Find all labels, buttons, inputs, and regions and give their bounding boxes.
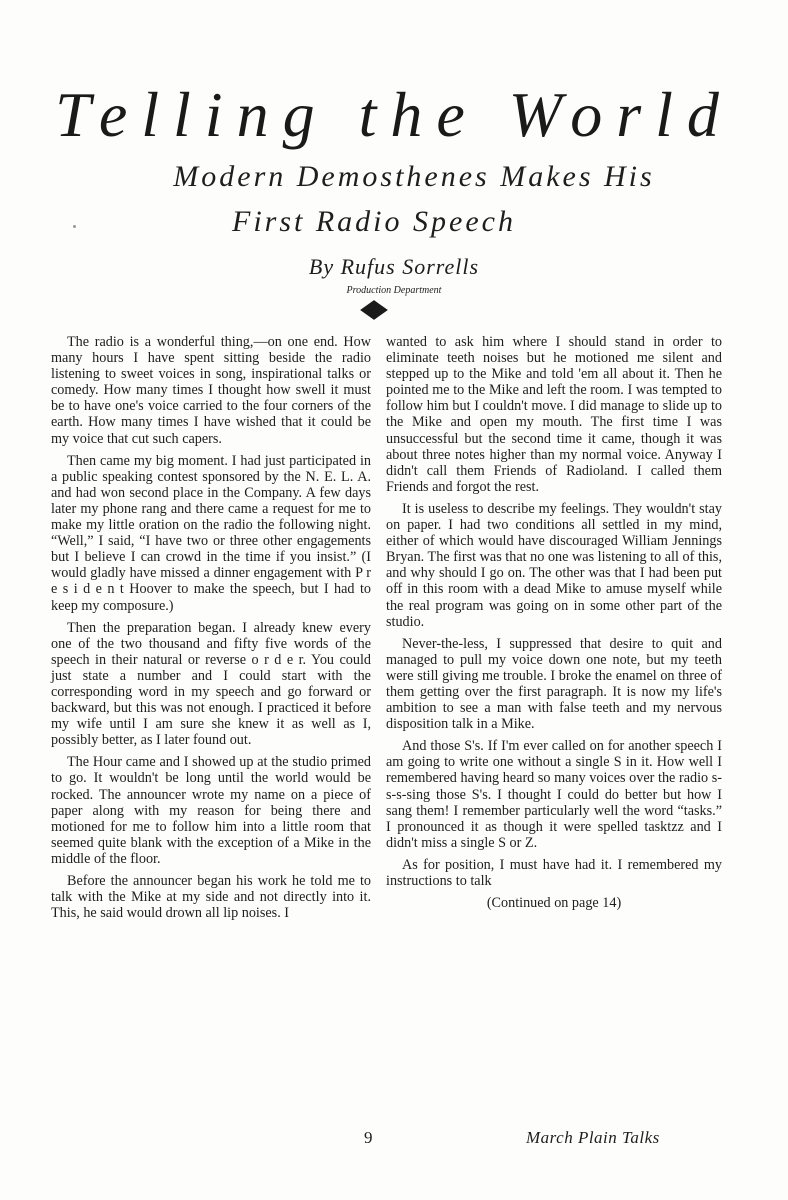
paragraph: And those S's. If I'm ever called on for another speech I am going to write one without a single S in it. How well I remembered having heard so many voices over the radio s-s-s-sing those S's. I thought I could do better but how I sang them! I remember particularly well the word “tasks.” I pronounced it as though it were spelled tasktzz and I didn't miss a single S or Z. [386, 738, 722, 851]
article-title: Telling the World [55, 79, 733, 150]
right-column [386, 334, 722, 917]
paragraph: wanted to ask him where I should stand in order to eliminate teeth noises but he motioned me silent and stepped up to the Mike and told 'em all about it. Then he pointed me to the Mike and left the room. I was tempted to follow him but I couldn't move. I did manage to slide up to the Mike and open my mouth. The first time I was unsuccessful but the second time it came, though it was about three notes higher than my normal voice. Anyway I didn't call them Friends of Radioland. I called them Friends and forgot the rest. [386, 334, 722, 495]
paragraph: Never-the-less, I suppressed that desire to quit and managed to pull my voice down one note, but my teeth were still giving me trouble. I broke the enamel on three of them getting over the first paragraph. It is now my life's ambition to see a man with false teeth and my nervous disposition talk in a Mike. [386, 635, 722, 733]
continued-note: (Continued on page 14) [486, 895, 622, 912]
page-number: 9 [364, 1128, 373, 1147]
paragraph: Then came my big moment. I had just participated in a public speaking contest sponsored by the N. E. L. A. and had won second place in the Company. A few days later my phone rang and there came a request for me to make my little oration on the radio the following night. “Well,” I said, “I have two or three other engagements but I believe I can crowd in the time if you insist.” (I would gladly have missed a dinner engagement with P r e s i d e n t Hoover to make the speech, but I had to keep my composure.) [51, 452, 371, 614]
print-speck [73, 225, 76, 228]
paragraph: As for position, I must have had it. I remembered my instructions to talk [386, 856, 722, 889]
article-subtitle-line-1: Modern Demosthenes Makes His [173, 160, 655, 193]
author-department: Production Department [346, 285, 442, 296]
paragraph: The Hour came and I showed up at the studio primed to go. It wouldn't be long until the world would be rocked. The announcer wrote my name on a piece of paper along with my reason for being there and motioned for me to follow him into a little room that seemed quite blank with the exception of a Mike in the middle of the floor. [51, 754, 371, 867]
paragraph: Then the preparation began. I already knew every one of the two thousand and fifty five words of the speech in their natural or reverse o r d e r. You could just state a number and I could start with the corresponding word in my speech and go forward or backward, but this was not enough. I practiced it before my wife until I am sure she knew it as well as I, possibly better, as I later found out. [51, 619, 371, 749]
byline: By Rufus Sorrells [308, 254, 480, 279]
article-subtitle-line-2: First Radio Speech [232, 205, 516, 238]
paragraph: It is useless to describe my feelings. They wouldn't stay on paper. I had two conditions all settled in my mind, either of which would have discouraged William Jennings Bryan. The first was that no one was listening to all of this, and why should I go on. The other was that I had been put off in this room with a dead Mike to amuse myself while the real program was going on in some other part of the studio. [386, 500, 722, 630]
paragraph: Before the announcer began his work he told me to talk with the Mike at my side and not directly into it. This, he said would drown all lip noises. I [51, 873, 371, 922]
diamond-ornament-icon [360, 300, 388, 320]
publication-name: March Plain Talks [526, 1128, 660, 1147]
paragraph: The radio is a wonderful thing,—on one end. How many hours I have spent sitting beside the radio listening to sweet voices in song, inspirational talks or comedy. How many times I thought how swell it must be to have one's voice carried to the four corners of the earth. How many times I have wished that it could be my voice that cut such capers. [51, 334, 371, 447]
left-column [51, 334, 371, 927]
